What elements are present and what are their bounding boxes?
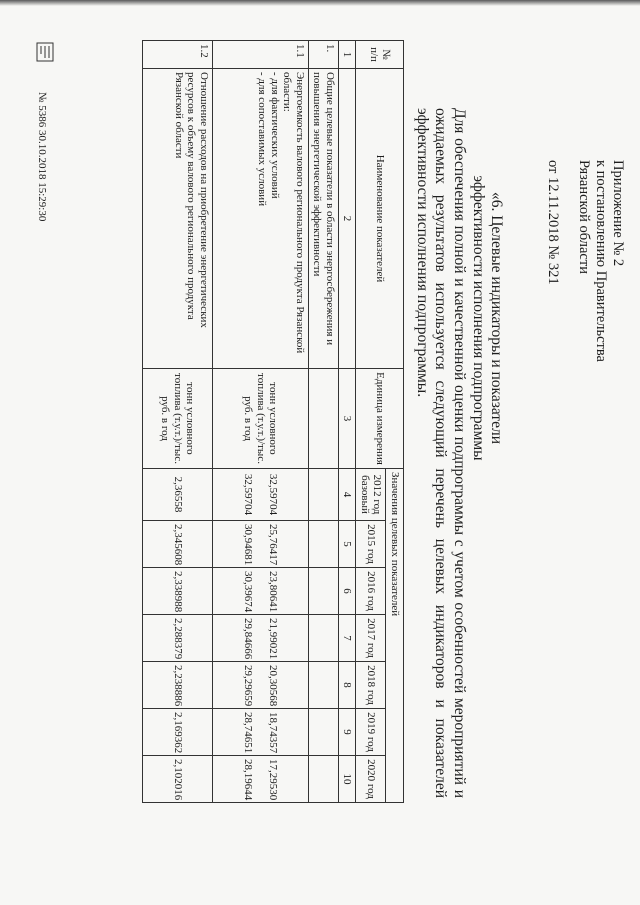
row-name-sub-comparable: - для сопоставимых условий [256,72,269,207]
value-cell [213,662,309,709]
header-year: 2015 год [356,521,386,568]
header-year: 2019 год [356,709,386,756]
value-cell [213,709,309,756]
table-header-row [386,41,404,803]
column-number: 1 [339,41,357,69]
approval-line-2: к постановлению Правительства [593,160,609,362]
registration-number: № 5386 30.10.2018 15:29:30 [36,92,48,222]
column-number: 2 [339,69,357,369]
header-number: № п/п [356,41,404,69]
value-cell [213,521,309,568]
section-heading [469,108,505,528]
column-number: 9 [339,709,357,756]
approval-block [544,160,626,362]
heading-line-2: эффективности исполнения подпрограммы [470,175,487,461]
row-number: 1.2 [143,41,213,69]
intro-paragraph: Для обеспечения полной и качественной оценки подпрограммы с учетом особенностей мероприятий и ожидаемых результатов используется следующий перечень целевых индикаторов и показателей эффективности исполнения подпрограммы. [414,108,468,798]
value-cell [213,756,309,803]
column-number: 5 [339,521,357,568]
value-cell: 2,338988 [143,568,213,615]
value-comparable: 29,29659 [242,665,255,707]
header-year: 2016 год [356,568,386,615]
table-row [143,41,213,803]
value-comparable: 28,19644 [242,759,255,801]
value-cell [213,568,309,615]
value-cell: 2,36558 [143,469,213,521]
header-unit: Единица измерения [356,369,404,469]
value-actual: 21,99021 [267,618,280,660]
value-actual: 25,76417 [267,524,280,566]
column-number-row [339,41,357,803]
column-number: 8 [339,662,357,709]
value-cell [213,469,309,521]
table-row [309,41,339,803]
indicators-table [142,40,404,803]
header-name: Наименование показателей [356,69,404,369]
value-cell: 2,169362 [143,709,213,756]
header-year: 2018 год [356,662,386,709]
header-year: 2020 год [356,756,386,803]
value-comparable: 30,94681 [242,524,255,566]
value-comparable: 30,39674 [242,571,255,613]
row-number: 1. [309,41,339,69]
column-number: 4 [339,469,357,521]
row-name [213,69,309,369]
column-number: 7 [339,615,357,662]
column-number: 6 [339,568,357,615]
value-comparable: 28,74651 [242,712,255,754]
row-name-main: Энергоемкость валового регионального продукта Рязанской области: [281,72,306,354]
value-actual: 32,59704 [267,473,280,516]
row-unit: тонн условного топлива (т.у.т.)/тыс. руб. в год [213,369,309,469]
approval-line-1: Приложение № 2 [610,160,626,267]
table-row [213,41,309,803]
row-name: Общие целевые показатели в области энергосбережения и повышения энергетической эффективности [309,69,339,369]
column-number: 3 [339,369,357,469]
value-cell [213,615,309,662]
approval-date: от 12.11.2018 № 321 [545,160,561,285]
value-cell: 2,238886 [143,662,213,709]
header-year: 2017 год [356,615,386,662]
row-number: 1.1 [213,41,309,69]
value-actual: 17,29530 [267,759,280,801]
registration-stamp-icon [35,42,55,62]
value-cell: 2,102016 [143,756,213,803]
header-base-year: 2012 год базовый [356,469,386,521]
heading-line-1: «6. Целевые индикаторы и показатели [488,191,505,444]
value-cell: 2,288379 [143,615,213,662]
value-actual: 23,80641 [267,571,280,613]
header-values: Значения целевых показателей [386,469,404,803]
approval-line-3: Рязанской области [576,160,592,274]
row-unit: тонн условного топлива (т.у.т.)/тыс. руб. в год [143,369,213,469]
value-comparable: 29,84666 [242,618,255,660]
value-actual: 18,74357 [267,712,280,754]
value-cell: 2,345608 [143,521,213,568]
column-number: 10 [339,756,357,803]
value-comparable: 32,59704 [242,473,255,516]
row-name: Отношение расходов на приобретение энергетических ресурсов к объему валового регионального продукта Рязанской области [143,69,213,369]
row-name-sub-actual: - для фактических условий [269,72,281,199]
row-unit [309,369,339,469]
value-actual: 20,30568 [267,665,280,707]
